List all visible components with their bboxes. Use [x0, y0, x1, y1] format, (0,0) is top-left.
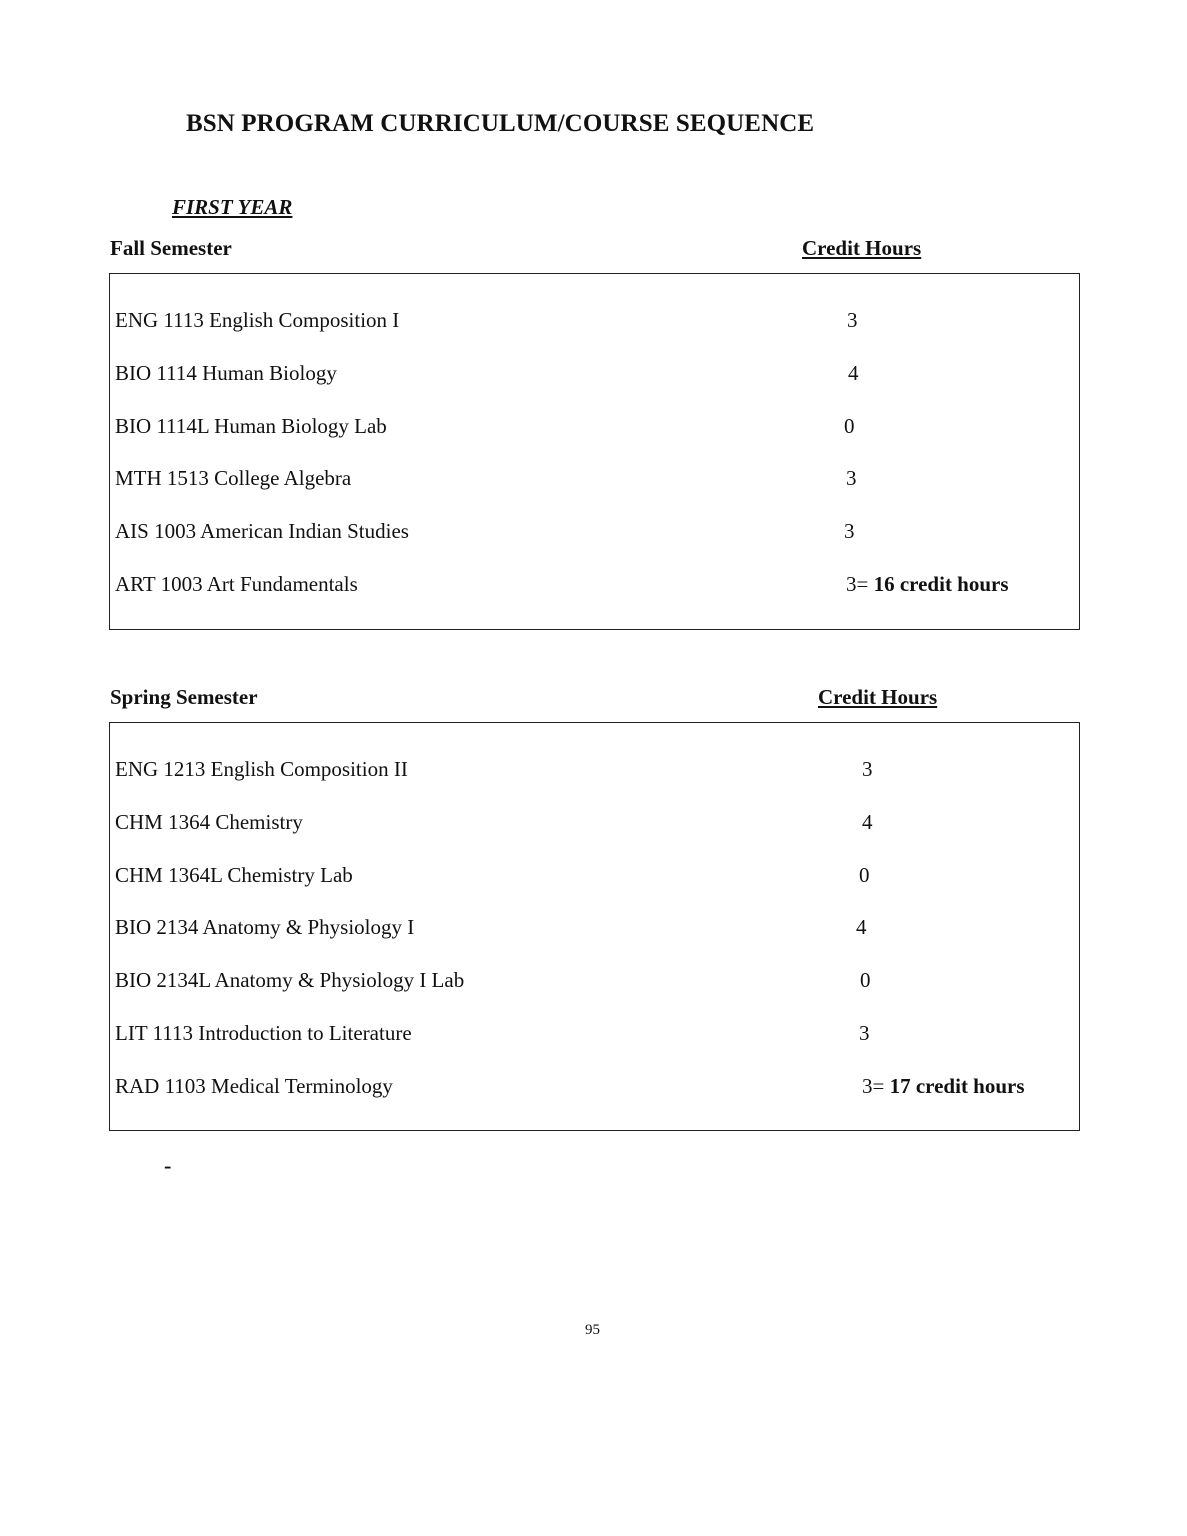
credit-value: 3=: [862, 1074, 890, 1098]
course-credit: 4: [848, 361, 859, 385]
course-name: RAD 1103 Medical Terminology: [115, 1074, 393, 1098]
document-title: BSN PROGRAM CURRICULUM/COURSE SEQUENCE: [186, 110, 815, 137]
spring-course-table: [109, 722, 1080, 1131]
stray-dash-mark: -: [164, 1153, 172, 1178]
course-name: ART 1003 Art Fundamentals: [115, 572, 358, 596]
course-name: BIO 1114 Human Biology: [115, 361, 337, 385]
course-name: CHM 1364L Chemistry Lab: [115, 863, 353, 887]
spring-credit-hours-heading: Credit Hours: [818, 685, 938, 709]
course-credit: 3: [846, 466, 857, 490]
semester-total: 17 credit hours: [889, 1074, 1025, 1098]
course-credit: 3: [859, 1021, 870, 1045]
course-name: CHM 1364 Chemistry: [115, 810, 303, 834]
course-name: BIO 1114L Human Biology Lab: [115, 414, 387, 438]
page-number: 95: [585, 1322, 600, 1338]
course-name: ENG 1213 English Composition II: [115, 757, 408, 781]
year-heading: FIRST YEAR: [172, 195, 293, 219]
fall-course-table: [109, 273, 1080, 630]
course-name: AIS 1003 American Indian Studies: [115, 519, 409, 543]
credit-value: 3=: [846, 572, 874, 596]
course-credit: 3: [844, 519, 855, 543]
course-credit: 4: [862, 810, 873, 834]
course-name: ENG 1113 English Composition I: [115, 308, 400, 332]
course-credit: 3: [862, 757, 873, 781]
course-name: BIO 2134 Anatomy & Physiology I: [115, 915, 415, 939]
spring-semester-heading: Spring Semester: [110, 685, 258, 709]
course-name: BIO 2134L Anatomy & Physiology I Lab: [115, 968, 465, 992]
course-credit: 3: [847, 308, 858, 332]
course-credit: 0: [860, 968, 871, 992]
semester-total: 16 credit hours: [873, 572, 1009, 596]
fall-credit-hours-heading: Credit Hours: [802, 236, 922, 260]
course-credit: 0: [844, 414, 855, 438]
course-credit: 0: [859, 863, 870, 887]
course-credit-total: [862, 1074, 1025, 1099]
course-name: MTH 1513 College Algebra: [115, 466, 352, 490]
fall-semester-heading: Fall Semester: [110, 236, 232, 260]
course-credit-total: [846, 572, 1009, 597]
course-credit: 4: [856, 915, 867, 939]
course-name: LIT 1113 Introduction to Literature: [115, 1021, 412, 1045]
